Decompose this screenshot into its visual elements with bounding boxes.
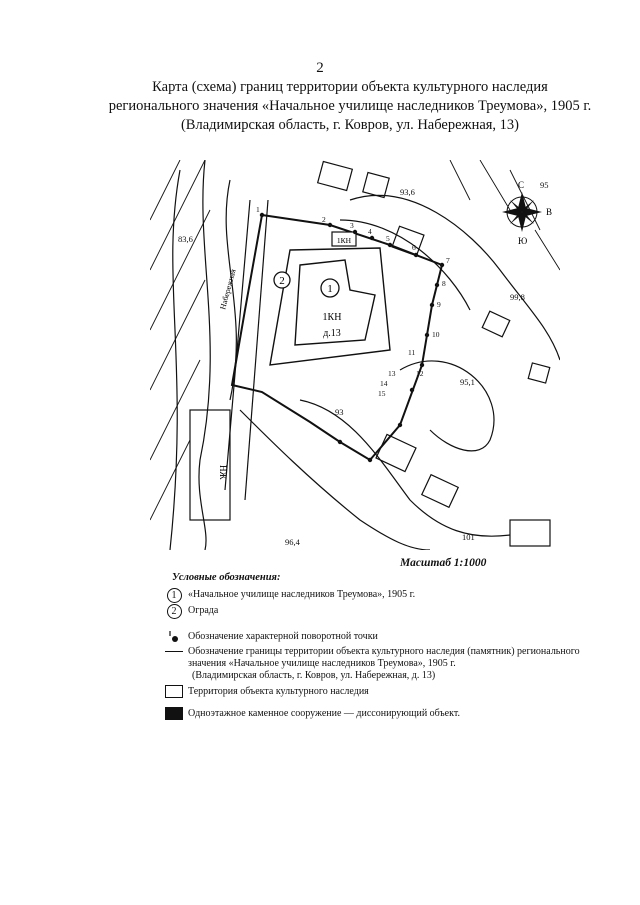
legend-item-fence: [160, 604, 218, 619]
adjacent-building: [363, 172, 389, 197]
nzh-label: НЖ: [218, 465, 228, 480]
point-label: 1: [256, 205, 260, 214]
legend-text-5: Территория объекта культурного наследия: [188, 686, 369, 697]
legend-symbol-2: 2: [167, 604, 182, 619]
contour-line: [300, 400, 510, 536]
adjacent-building: [510, 520, 550, 546]
street-label: Набережная: [218, 268, 238, 311]
legend-text-1: «Начальное училище наследников Треумова», 1905 г.: [188, 589, 416, 600]
point-label: 14: [380, 379, 388, 388]
legend-item-dissonant: [160, 707, 460, 720]
boundary-map: [150, 160, 560, 550]
building-label: 1КН: [322, 312, 342, 323]
point-label: 9: [437, 300, 441, 309]
legend-item-boundary: [160, 646, 580, 682]
adjacent-building: [482, 311, 510, 337]
legend-item-point: [160, 630, 378, 644]
legend-text-3: Обозначение характерной поворотной точки: [188, 631, 378, 642]
building-marker: 1: [327, 283, 333, 295]
point-label: 3: [350, 221, 354, 230]
entrance-label: 1КН: [336, 236, 352, 245]
legend-text-6: Одноэтажное каменное сооружение — диссонирующий объект.: [188, 708, 460, 719]
point-label: 12: [416, 369, 424, 378]
point-label: 10: [432, 330, 440, 339]
fence-marker: 2: [279, 275, 285, 287]
point-marker-icon: [167, 630, 181, 644]
title-line-2: регионального значения «Начальное училище наследников Треумова», 1905 г.: [108, 98, 592, 114]
legend-title: Условные обозначения:: [172, 572, 281, 583]
boundary-line-icon: [165, 651, 183, 652]
compass-rose-icon: [502, 192, 542, 232]
point-label: 11: [408, 348, 416, 357]
title-line-3: (Владимирская область, г. Ковров, ул. Набережная, 13): [180, 117, 520, 133]
solid-box-icon: [165, 707, 183, 720]
elevation-label: 95,1: [460, 377, 475, 387]
elevation-label: 96,4: [285, 537, 300, 547]
territory-box-icon: [165, 685, 183, 698]
elevation-label: 101: [462, 532, 475, 542]
street-line: [225, 200, 250, 490]
title-line-1: Карта (схема) границ территории объекта культурного наследия: [152, 79, 548, 95]
page-number: 2: [316, 60, 324, 76]
legend-item-building: [160, 588, 415, 603]
adjacent-building: [376, 434, 416, 471]
elevation-label: 99,8: [510, 292, 525, 302]
legend-text-4-line-1: Обозначение границы территории объекта культурного наследия (памятник) регионального: [188, 646, 580, 657]
compass-south: Ю: [518, 236, 528, 246]
terrain-line: [199, 160, 210, 550]
map-scale: Масштаб 1:1000: [400, 557, 487, 569]
legend-item-territory: [160, 685, 369, 698]
address-label: д.13: [323, 328, 341, 339]
point-label: 2: [322, 215, 326, 224]
point-label: 6: [412, 243, 416, 252]
elevation-label: 93: [335, 407, 344, 417]
compass-north: С: [518, 180, 525, 190]
adjacent-building: [528, 363, 550, 383]
contour-line: [240, 410, 430, 550]
point-label: 13: [388, 369, 396, 378]
point-label: 8: [442, 279, 446, 288]
point-label: 4: [368, 227, 372, 236]
legend-text-2: Ограда: [188, 605, 219, 616]
contour-line: [400, 361, 494, 451]
adjacent-building: [422, 475, 458, 508]
point-label: 7: [446, 256, 450, 265]
point-label: 5: [386, 234, 390, 243]
adjacent-building: [318, 161, 353, 190]
elevation-label: 83,6: [178, 234, 193, 244]
elevation-label: 95: [540, 180, 549, 190]
point-label: 15: [378, 389, 386, 398]
legend-symbol-1: 1: [167, 588, 182, 603]
legend-text-4-line-2: значения «Начальное училище наследников Треумова», 1905 г.: [188, 658, 456, 669]
elevation-label: 93,6: [400, 187, 415, 197]
document-title: [60, 78, 640, 135]
compass-east: В: [546, 207, 553, 217]
legend-text-4-line-3: (Владимирская область, г. Ковров, ул. Набережная, д. 13): [192, 670, 436, 681]
